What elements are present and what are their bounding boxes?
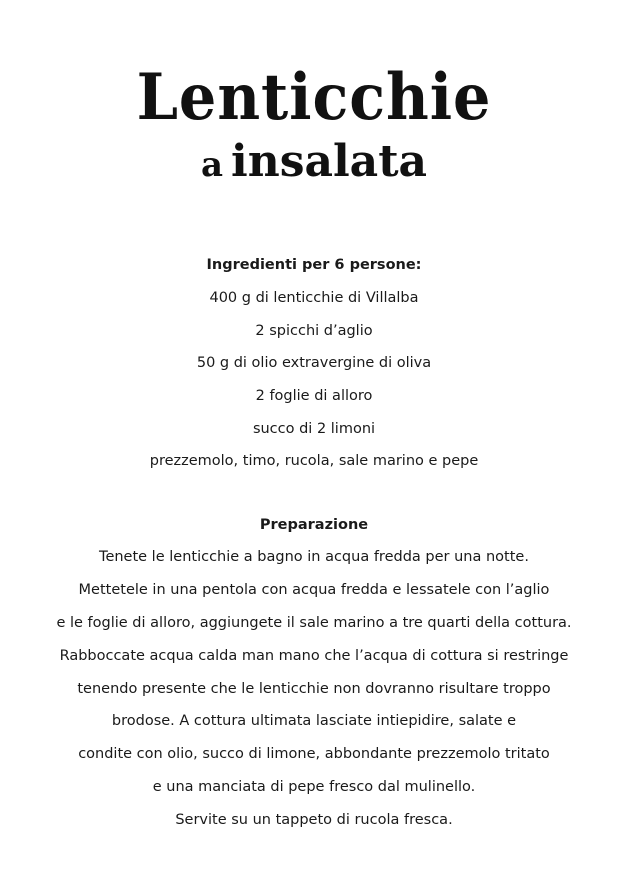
preparation-line: Tenete le lenticchie a bagno in acqua fredda per una notte. bbox=[99, 549, 529, 565]
preparation-heading: Preparazione bbox=[259, 517, 369, 533]
subtitle-word: insalata bbox=[230, 136, 428, 187]
preparation-line: Servite su un tappeto di rucola fresca. bbox=[175, 812, 453, 828]
recipe-subtitle bbox=[0, 134, 628, 193]
ingredient-item: 50 g di olio extravergine di oliva bbox=[196, 355, 432, 371]
subtitle-article: a bbox=[200, 145, 223, 185]
preparation-line: Rabboccate acqua calda man mano che l’acqua di cottura si restringe bbox=[59, 648, 569, 664]
ingredient-item: succo di 2 limoni bbox=[252, 421, 376, 437]
ingredients-heading: Ingredienti per 6 persone: bbox=[206, 257, 422, 273]
ingredient-item: 2 spicchi d’aglio bbox=[255, 323, 373, 339]
preparation-line: brodose. A cottura ultimata lasciate intiepidire, salate e bbox=[111, 713, 517, 729]
preparation-line: e le foglie di alloro, aggiungete il sale marino a tre quarti della cottura. bbox=[56, 615, 572, 631]
ingredient-item: 2 foglie di alloro bbox=[255, 388, 373, 404]
preparation-line: tenendo presente che le lenticchie non dovranno risultare troppo bbox=[77, 681, 551, 697]
preparation-line: e una manciata di pepe fresco dal mulinello. bbox=[152, 779, 476, 795]
preparation-line: Mettetele in una pentola con acqua fredda e lessatele con l’aglio bbox=[78, 582, 550, 598]
ingredient-item: 400 g di lenticchie di Villalba bbox=[209, 290, 419, 306]
ingredient-item: prezzemolo, timo, rucola, sale marino e pepe bbox=[149, 453, 479, 469]
preparation-line: condite con olio, succo di limone, abbondante prezzemolo tritato bbox=[78, 746, 550, 762]
recipe-title: Lenticchie bbox=[136, 60, 492, 135]
